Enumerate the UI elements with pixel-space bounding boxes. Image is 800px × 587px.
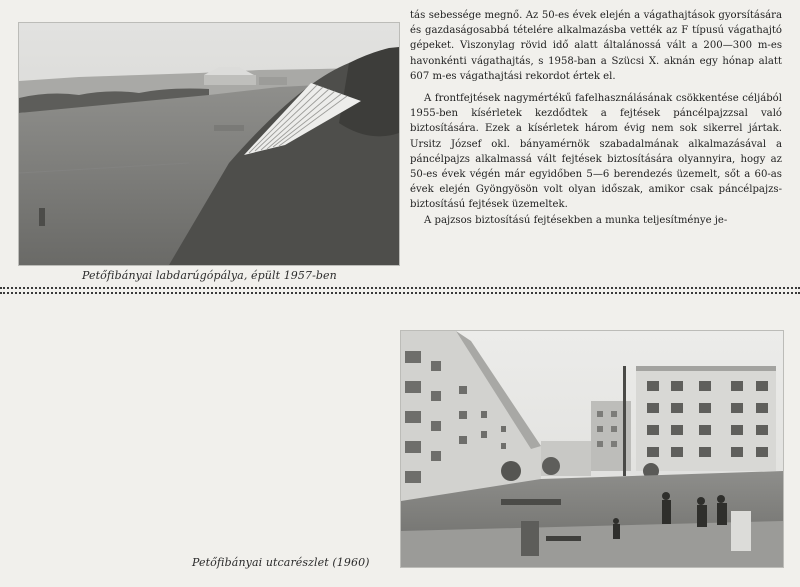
article-text <box>410 8 782 228</box>
stadium-caption: Petőfibányai labdarúgópálya, épült 1957-ben <box>82 269 337 282</box>
paragraph-1: tás sebessége megnő. Az 50-es évek elején a vágathajtások gyorsítására és gazdaságosabbá tételére alkalmazásba vették az F típusú vágathajtó gépeket. Viszonylag rövid idő alatt általánossá vált a 200—300 m-es havonkénti vágathajtás, s 1958-ban a Szücsi X. aknán egy hónap alatt 607 m-es vágathajtási rekordot értek el. <box>410 10 782 82</box>
paragraph-2: A frontfejtések nagymértékű fafelhasználásának csökkentése céljából 1955-ben kísérletek kezdődtek a fejtések páncélpajzzsal való biztosítására. Ezek a kísérletek három évig nem sok sikerrel jártak. Ursitz József okl. bányamérnök szabadalmának alkalmazásával a páncélpajzs alkalmassá vált fejtések biztosítására olyannyira, hogy az 50-es évek végén már egyidőben 5—6 berendezés üzemelt, sőt a 60-as évek elején Gyöngyösön volt olyan időszak, amikor csak páncélpajzs-biztosítású fejtések üzemeltek. <box>410 93 782 211</box>
paragraph-3: A pajzsos biztosítású fejtésekben a munka teljesítménye je- <box>424 214 728 226</box>
street-photo <box>400 330 784 568</box>
dotted-divider <box>0 287 800 297</box>
divider-line-top <box>0 287 800 289</box>
street-caption: Petőfibányai utcarészlet (1960) <box>192 556 370 569</box>
stadium-photo-image <box>19 23 399 265</box>
stadium-photo <box>18 22 400 266</box>
street-photo-image <box>401 331 783 567</box>
divider-line-bottom <box>0 292 800 294</box>
